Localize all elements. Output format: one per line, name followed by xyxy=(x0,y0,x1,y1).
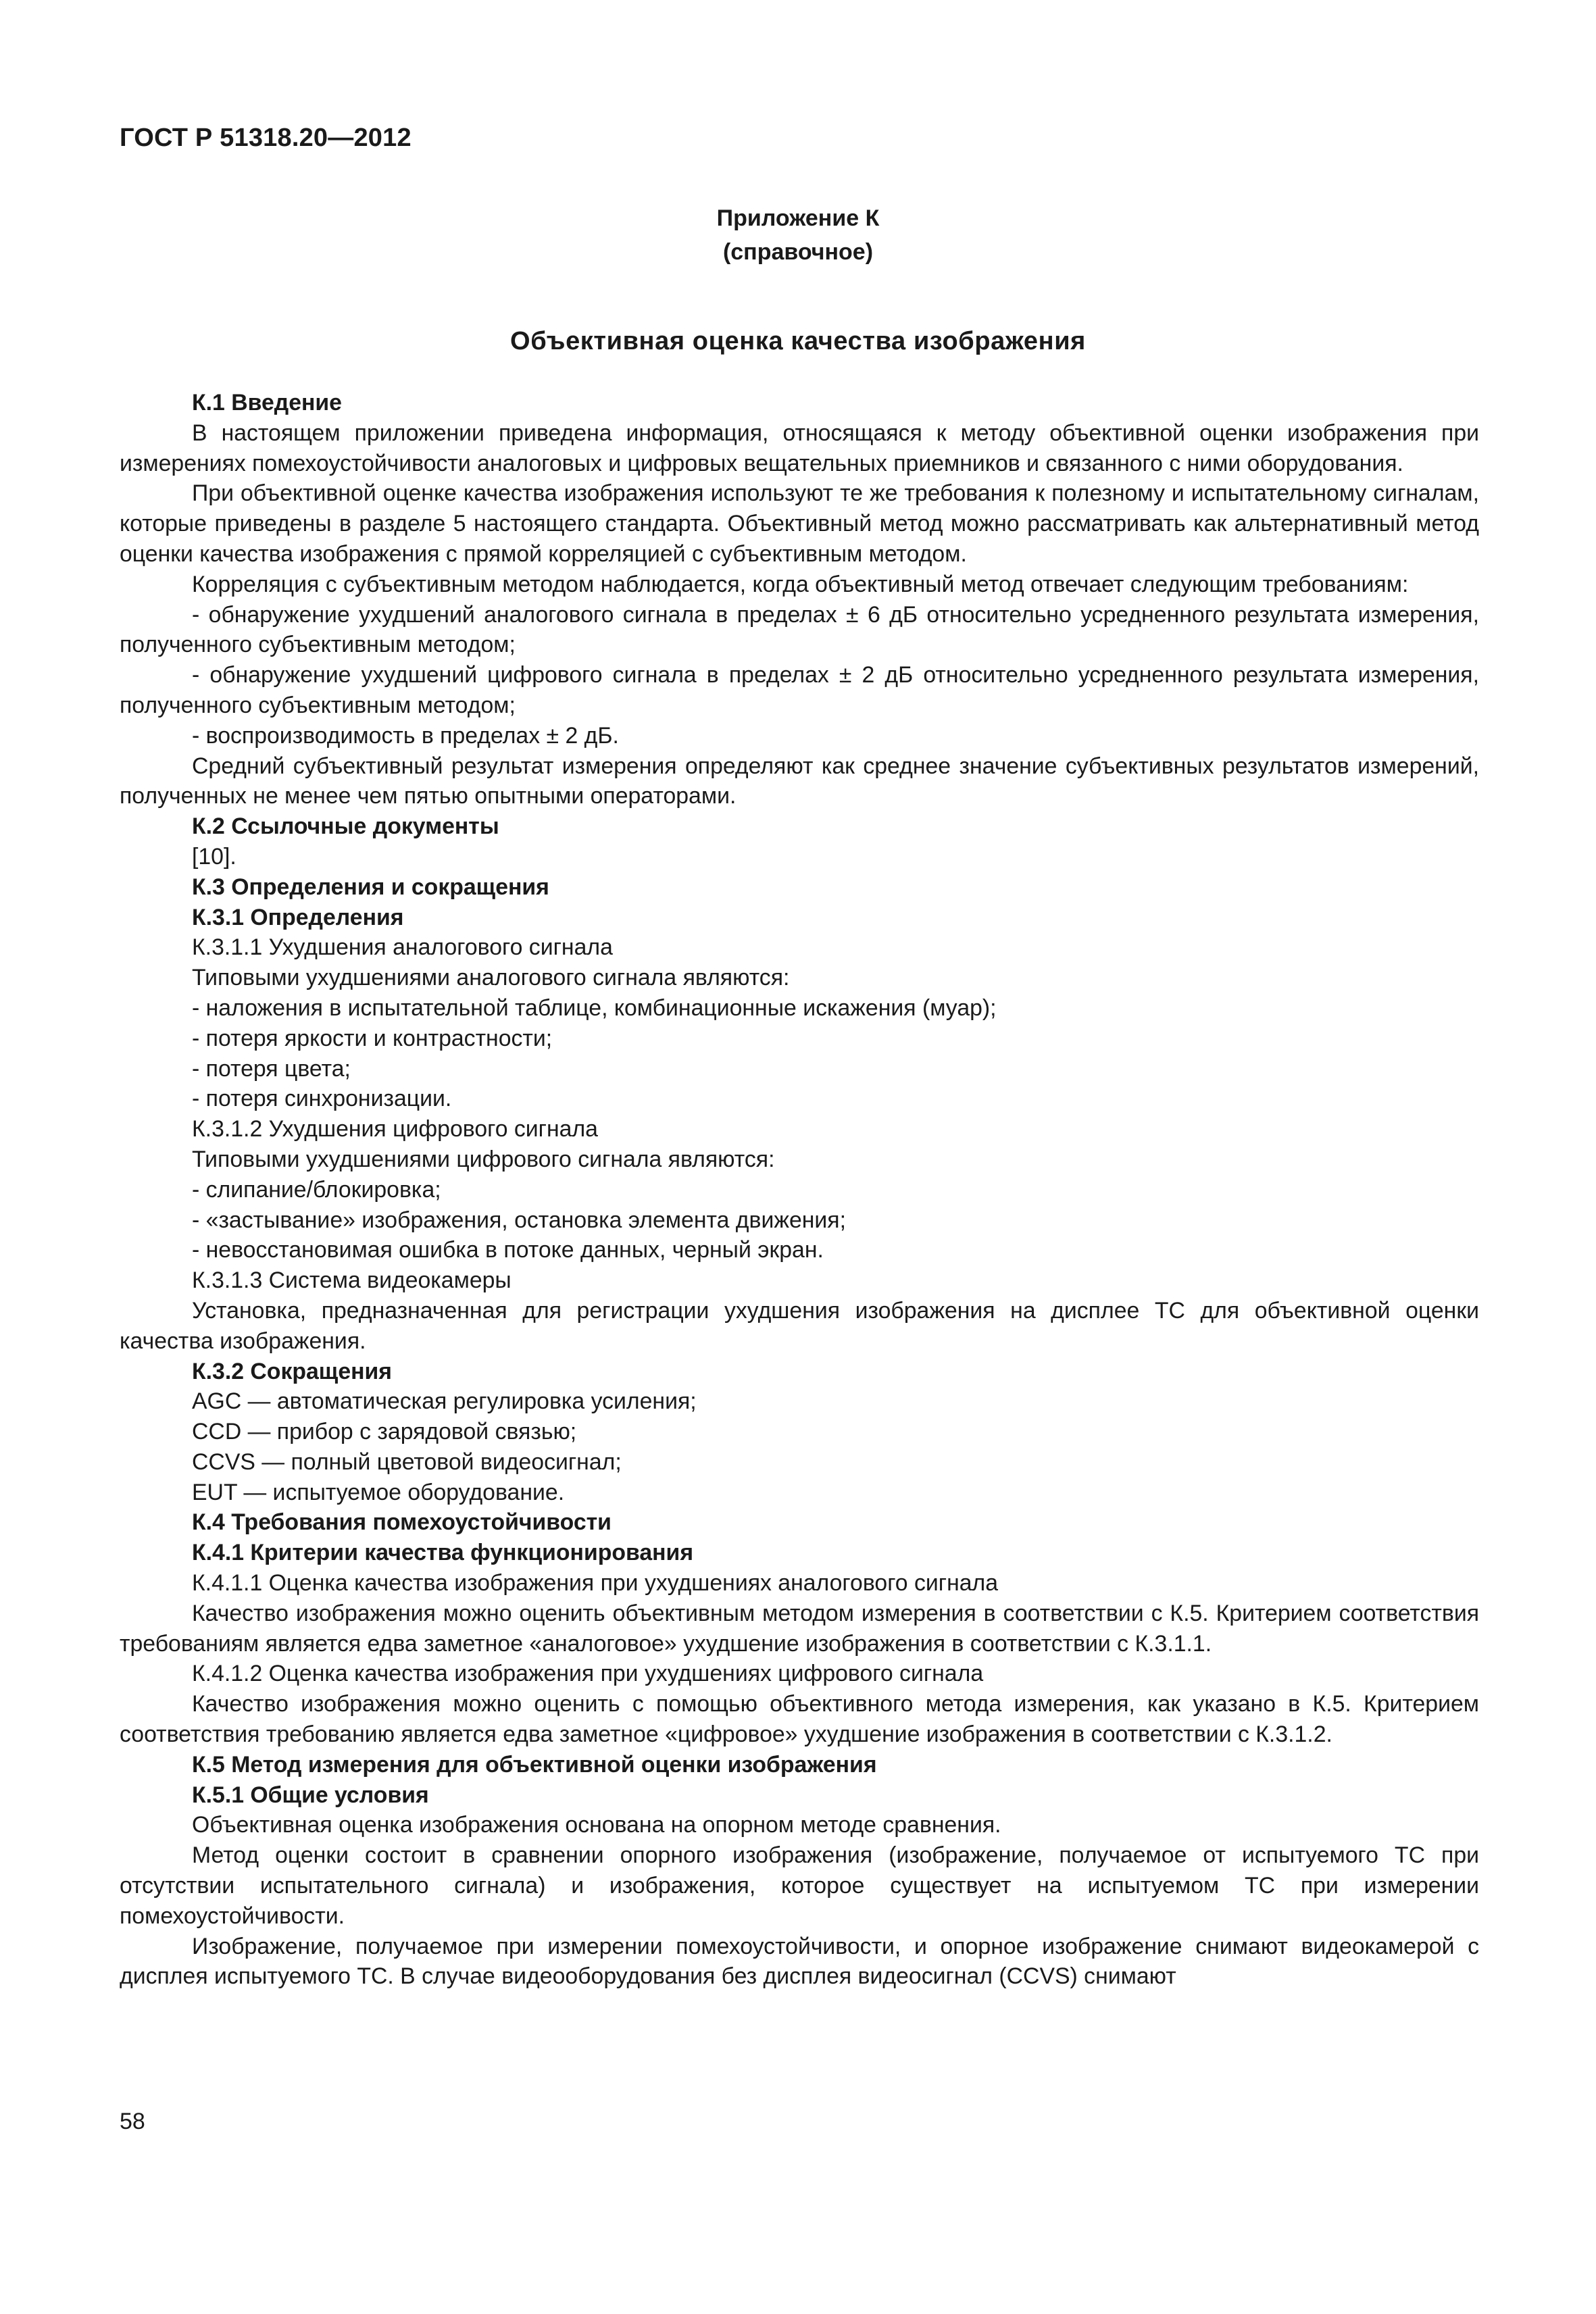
section-heading: К.4 Требования помехоустойчивости xyxy=(192,1509,612,1536)
paragraph: - наложения в испытательной таблице, комбинационные искажения (муар); xyxy=(192,995,997,1021)
section-heading: К.3.2 Сокращения xyxy=(192,1358,393,1384)
paragraph: К.3.1.2 Ухудшения цифрового сигнала xyxy=(192,1116,598,1142)
paragraph: Средний субъективный результат измерения определяют как среднее значение субъективных результатов измерений, полученных не менее чем пятью опытными операторами. xyxy=(120,753,1479,809)
section-heading: К.1 Введение xyxy=(192,390,342,416)
document-code: ГОСТ Р 51318.20—2012 xyxy=(120,124,412,152)
paragraph: CCD — прибор с зарядовой связью; xyxy=(192,1419,577,1445)
appendix-type: (справочное) xyxy=(722,239,874,265)
paragraph: - потеря синхронизации. xyxy=(192,1086,452,1112)
paragraph: При объективной оценке качества изображения используют те же требования к полезному и испытательному сигналам, которые приведены в разделе 5 настоящего стандарта. Объективный метод можно рассматривать как альтернативный метод оценки качества изображения с прямой корреляцией с субъективным методом. xyxy=(120,480,1479,567)
body-text xyxy=(120,388,1479,1992)
paragraph: - обнаружение ухудшений цифрового сигнала в пределах ± 2 дБ относительно усредненного результата измерения, полученного субъективным методом; xyxy=(120,662,1479,718)
paragraph: К.4.1.2 Оценка качества изображения при ухудшениях цифрового сигнала xyxy=(192,1661,984,1687)
section-heading: К.5 Метод измерения для объективной оценки изображения xyxy=(192,1751,877,1778)
page-title: Объективная оценка качества изображения xyxy=(510,327,1086,355)
paragraph: В настоящем приложении приведена информация, относящаяся к методу объективной оценки изображения при измерениях помехоустойчивости аналоговых и цифровых вещательных приемников и связанного с ними оборудования. xyxy=(120,420,1479,476)
paragraph: Изображение, получаемое при измерении помехоустойчивости, и опорное изображение снимают видеокамерой с дисплея испытуемого ТС. В случае видеооборудования без дисплея видеосигнал (CCVS) снимают xyxy=(120,1933,1479,1990)
section-heading: К.3 Определения и сокращения xyxy=(192,874,549,900)
paragraph: К.4.1.1 Оценка качества изображения при ухудшениях аналогового сигнала xyxy=(192,1570,999,1596)
paragraph: - воспроизводимость в пределах ± 2 дБ. xyxy=(192,722,619,749)
section-heading: К.3.1 Определения xyxy=(192,904,404,930)
paragraph: - обнаружение ухудшений аналогового сигнала в пределах ± 6 дБ относительно усредненного результата измерения, полученного субъективным методом; xyxy=(120,601,1479,658)
paragraph: - слипание/блокировка; xyxy=(192,1176,441,1203)
section-heading: К.4.1 Критерии качества функционирования xyxy=(192,1540,694,1566)
paragraph: Типовыми ухудшениями аналогового сигнала являются: xyxy=(192,965,790,991)
paragraph: Качество изображения можно оценить объективным методом измерения в соответствии с К.5. Критерием соответствия требованиям является едва заметное «аналоговое» ухудшение изображения в соответствии с К.3.1.1. xyxy=(120,1600,1479,1657)
appendix-label: Приложение К xyxy=(716,205,880,231)
page-number: 58 xyxy=(120,2109,145,2134)
paragraph: EUT — испытуемое оборудование. xyxy=(192,1479,565,1505)
paragraph: К.3.1.3 Система видеокамеры xyxy=(192,1267,512,1294)
paragraph: Метод оценки состоит в сравнении опорного изображения (изображение, получаемое от испытуемого ТС при отсутствии испытательного сигнала) и изображения, которое существует на испытуемом ТС при измерении помехоустойчивости. xyxy=(120,1842,1479,1929)
appendix-heading xyxy=(0,201,1596,269)
paragraph: - невосстановимая ошибка в потоке данных, черный экран. xyxy=(192,1237,824,1263)
paragraph: AGC — автоматическая регулировка усиления; xyxy=(192,1388,697,1415)
section-heading: К.5.1 Общие условия xyxy=(192,1782,429,1808)
section-heading: К.2 Ссылочные документы xyxy=(192,813,499,840)
paragraph: Типовыми ухудшениями цифрового сигнала являются: xyxy=(192,1146,775,1172)
paragraph: Установка, предназначенная для регистрации ухудшения изображения на дисплее ТС для объективной оценки качества изображения. xyxy=(120,1297,1479,1354)
paragraph: - потеря яркости и контрастности; xyxy=(192,1025,553,1051)
paragraph: Корреляция с субъективным методом наблюдается, когда объективный метод отвечает следующим требованиям: xyxy=(192,571,1409,597)
paragraph: [10]. xyxy=(192,843,236,870)
paragraph: Объективная оценка изображения основана на опорном методе сравнения. xyxy=(192,1812,1001,1838)
paragraph: Качество изображения можно оценить с помощью объективного метода измерения, как указано в К.5. Критерием соответствия требованию является едва заметное «цифровое» ухудшение изображения в соответствии с К.3.1.2. xyxy=(120,1691,1479,1748)
paragraph: - «застывание» изображения, остановка элемента движения; xyxy=(192,1207,846,1233)
paragraph: CCVS — полный цветовой видеосигнал; xyxy=(192,1449,622,1475)
paragraph: К.3.1.1 Ухудшения аналогового сигнала xyxy=(192,934,613,961)
paragraph: - потеря цвета; xyxy=(192,1055,351,1082)
